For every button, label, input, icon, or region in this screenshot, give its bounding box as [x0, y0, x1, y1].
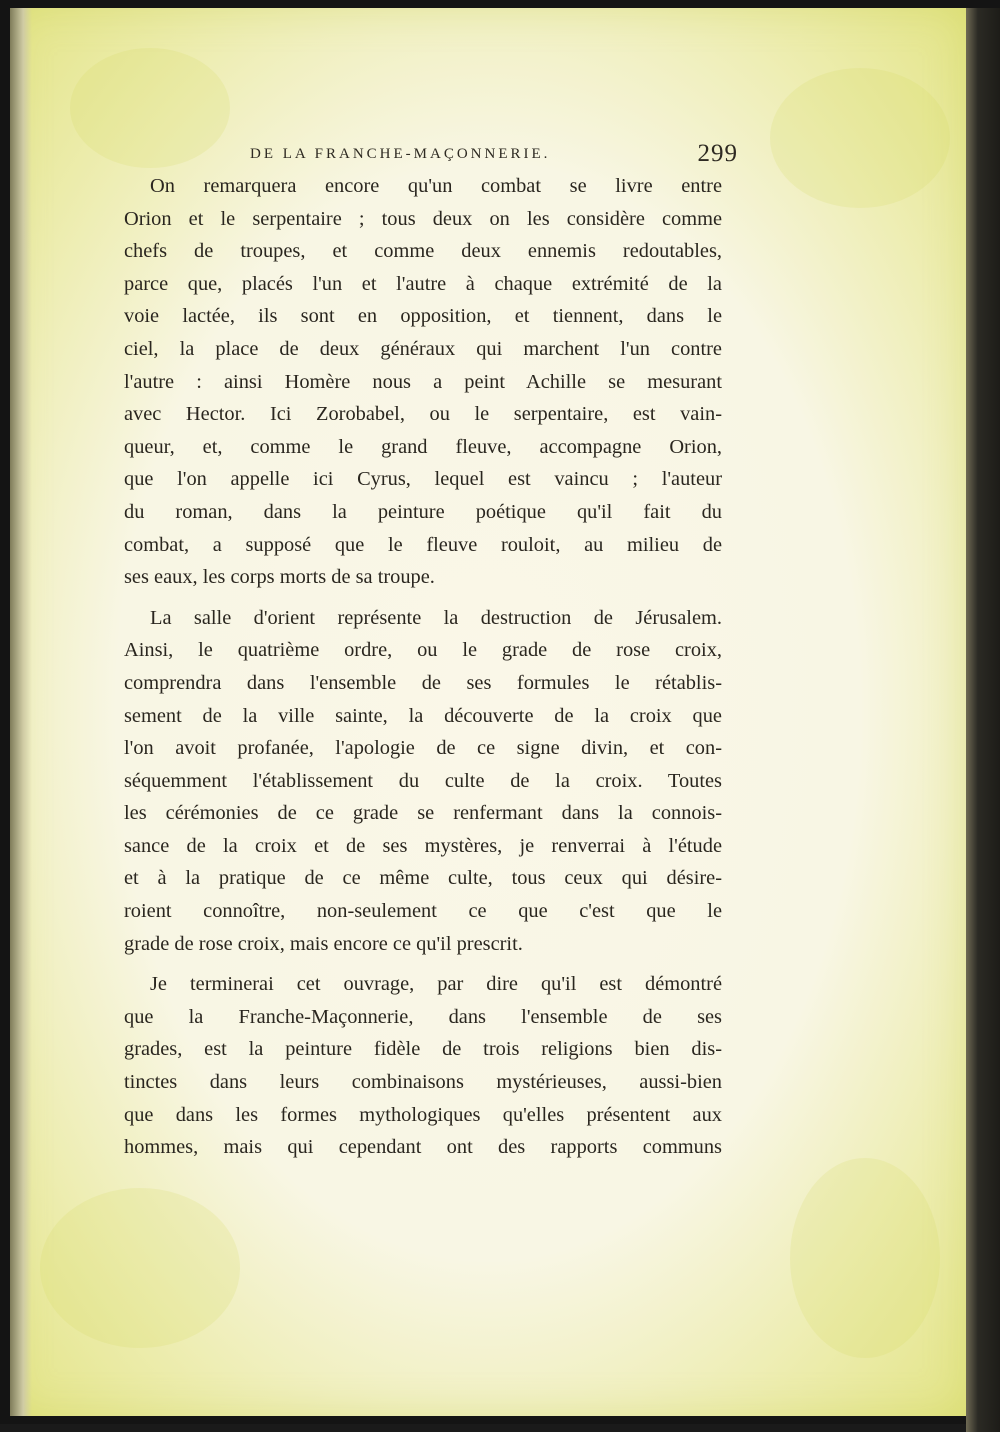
page-number: 299: [697, 140, 738, 167]
foxing-stain: [790, 1158, 940, 1358]
running-title: DE LA FRANCHE-MAÇONNERIE.: [250, 146, 551, 162]
text-line: hommes, mais qui cependant ont des rapports communs: [124, 1136, 722, 1159]
text-line: sement de la ville sainte, la découverte de la croix que: [124, 704, 722, 727]
text-line: parce que, placés l'un et l'autre à chaque extrémité de la: [124, 272, 722, 295]
text-line: que dans les formes mythologiques qu'elles présentent aux: [124, 1103, 722, 1126]
page-binding-shadow: [10, 8, 32, 1416]
text-line: Je terminerai cet ouvrage, par dire qu'il est démontré: [150, 973, 722, 996]
text-line: ses eaux, les corps morts de sa troupe.: [124, 566, 435, 589]
text-line: ciel, la place de deux généraux qui marchent l'un contre: [124, 337, 722, 360]
paragraph-gap: [124, 960, 722, 968]
text-line: grade de rose croix, mais encore ce qu'il prescrit.: [124, 932, 523, 955]
text-line: sance de la croix et de ses mystères, je renverrai à l'étude: [124, 834, 722, 857]
text-line: grades, est la peinture fidèle de trois religions bien dis-: [124, 1038, 722, 1061]
foxing-stain: [40, 1188, 240, 1348]
text-line: comprendra dans l'ensemble de ses formules le rétablis-: [124, 671, 722, 694]
body-text: [124, 170, 722, 1164]
text-line: roient connoître, non-seulement ce que c'est que le: [124, 900, 722, 923]
text-line: combat, a supposé que le fleuve rouloit, au milieu de: [124, 533, 722, 556]
text-line: chefs de troupes, et comme deux ennemis redoutables,: [124, 240, 722, 263]
text-line: du roman, dans la peinture poétique qu'il fait du: [124, 500, 722, 523]
running-head: [250, 140, 738, 170]
text-line: l'autre : ainsi Homère nous a peint Achille se mesurant: [124, 370, 722, 393]
foxing-stain: [70, 48, 230, 168]
text-line: La salle d'orient représente la destruction de Jérusalem.: [150, 606, 722, 629]
text-line: tinctes dans leurs combinaisons mystérieuses, aussi-bien: [124, 1071, 722, 1094]
text-line: On remarquera encore qu'un combat se livre entre: [150, 175, 722, 197]
text-line: que la Franche-Maçonnerie, dans l'ensemble de ses: [124, 1005, 722, 1028]
text-line: séquemment l'établissement du culte de la croix. Toutes: [124, 769, 722, 792]
text-line: que l'on appelle ici Cyrus, lequel est vaincu ; l'auteur: [124, 468, 722, 491]
page-edge-shadow: [966, 8, 1000, 1432]
text-line: l'on avoit profanée, l'apologie de ce signe divin, et con-: [124, 737, 722, 760]
text-line: les cérémonies de ce grade se renfermant dans la connois-: [124, 802, 722, 825]
text-line: Orion et le serpentaire ; tous deux on les considère comme: [124, 207, 722, 230]
foxing-stain: [770, 68, 950, 208]
text-line: avec Hector. Ici Zorobabel, ou le serpentaire, est vain-: [124, 403, 722, 426]
paragraph-gap: [124, 594, 722, 602]
text-line: Ainsi, le quatrième ordre, ou le grade de rose croix,: [124, 639, 722, 662]
text-line: voie lactée, ils sont en opposition, et tiennent, dans le: [124, 305, 722, 328]
text-line: et à la pratique de ce même culte, tous ceux qui désire-: [124, 867, 722, 890]
text-line: queur, et, comme le grand fleuve, accompagne Orion,: [124, 435, 722, 458]
